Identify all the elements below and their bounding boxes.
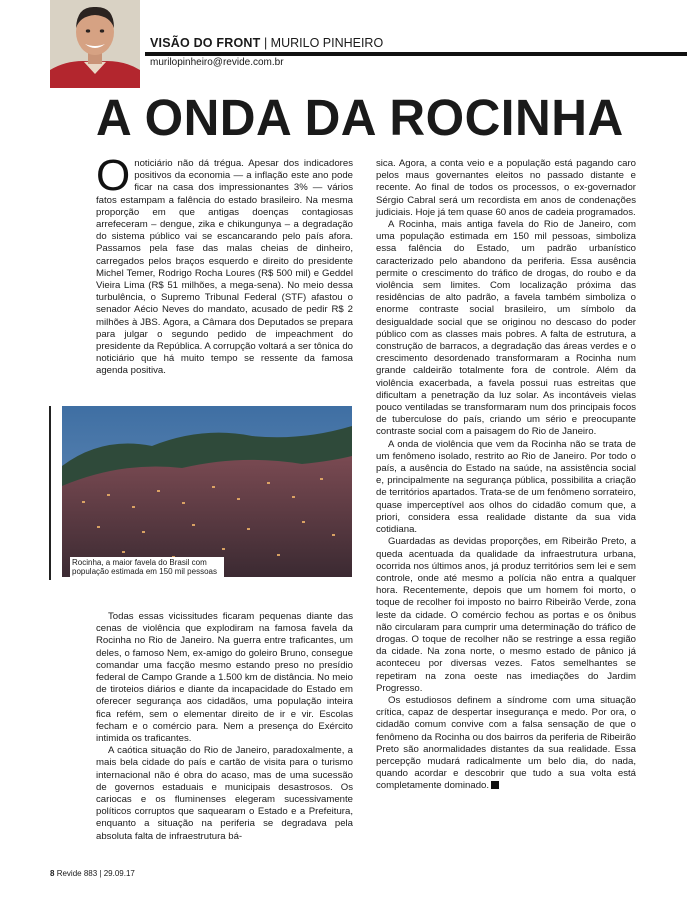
paragraph: A caótica situação do Rio de Janeiro, paradoxalmente, a mais bela cidade do país e cartão de visita para o turismo internacional não é obra do acaso, mas de uma sucessão de governos estaduais e municipais desastrosos. Os cariocas e os fluminenses elegeram sucessivamente políticos corruptos que saquearam o Estado e a Prefeitura, enquanto a situação na periferia se degradava pela absoluta falta de infraestrutura bá- [96,745,353,842]
author-name: MURILO PINHEIRO [270,36,384,50]
paragraph [96,151,353,378]
page-footer [50,869,135,878]
column-1-bottom [96,611,353,843]
paragraph: Todas essas vicissitudes ficaram pequenas diante das cenas de violência que explodiram na famosa favela da Rocinha no Rio de Janeiro. Na guerra entre traficantes, um deles, o famoso Nem, ex-amigo do goleiro Bruno, consegue comandar uma facção mesmo estando preso no presídio federal de Campo Grande a 1.500 km de distância. No meio de tiroteios diários e diante da incapacidade do Estado em oferecer segurança aos cidadãos, uma população inteira fica refém, sem o elementar direito de ir e vir. Escolas fecham e o comércio para. Nem a presença do Exército intimida os traficantes. [96,611,353,745]
header-rule [145,52,687,56]
headline: A ONDA DA ROCINHA [96,89,624,146]
drop-cap: O [96,151,131,200]
paragraph: A Rocinha, mais antiga favela do Rio de Janeiro, com uma população estimada em 150 mil pessoas, simboliza essa falência do Estado, um padrão urbanístico caracterizado pelo abandono da periferia. Essa ausência permite o crescimento do tráfico de drogas, do roubo e da violência sem limites. Com localização próxima das residências de alto padrão, a favela também simboliza o enorme contraste social brasileiro, um símbolo da desigualdade social que se originou no descaso do poder público com as classes mais pobres. A falta de estrutura, a construção de barracos, a degradação das áreas verdes e o crescimento desordenado transformaram a Rocinha num grande caldeirão totalmente fora de controle. Além da violência exacerbada, a favela possui ruas estreitas que dificultam a penetração da luz solar. As incontáveis vielas pouco ventiladas se transformaram num dos principais focos de tuberculose do país, criando um sério e preocupante contraste social com a paisagem do Rio de Janeiro. [376,219,636,438]
paragraph: sica. Agora, a conta veio e a população está pagando caro pelos maus governantes eleitos no passado distante e recente. Ao final de todos os processos, o ex-governador Sérgio Cabral será um recordista em anos de condenações judiciais. Hoje já tem quase 60 anos de cadeia programados. [376,158,636,218]
paragraph: A onda de violência que vem da Rocinha não se trata de um fenômeno isolado, restrito ao Rio de Janeiro. Por todo o país, a ausência do Estado na saúde, na assistência social e, principalmente na segurança pública, possibilita a criação de territórios apartados. Trata-se de um fenômeno sorrateiro, quase imperceptível aos olhos do cidadão comum que, a priori, considera essa realidade distante da sua vida cotidiana. [376,438,636,536]
column-2 [376,158,636,793]
paragraph: Guardadas as devidas proporções, em Ribeirão Preto, a queda acentuada da qualidade da infraestrutura urbana, ocorrida nos últimos anos, já produz territórios sem lei e sem controle, onde até mesmo a polícia não entra a qualquer hora. Recentemente, depois que um homem foi morto, o toque de recolher foi imposto no bairro Ribeirão Verde, zona leste da cidade. O comércio fechou as portas e os ônibus não circularam para cumprir uma determinação do tráfico de drogas. O toque de recolher não se restringe a essa região da cidade. Na zona norte, o mesmo estado de pânico já aconteceu por diversas vezes. Fatos semelhantes se repetiram na zona oeste nas imediações do Jardim Progresso. [376,536,636,694]
author-photo [50,0,140,88]
column-1-top [96,151,353,378]
magazine-issue: Revide 883 [56,869,98,878]
issue-date: 29.09.17 [103,869,135,878]
paragraph-text: Os estudiosos definem a síndrome com uma situação crítica, capaz de despertar insegurança e medo. Por ora, o cidadão comum convive com a falsa sensação de que o fenômeno da Rocinha ou dos bairros da periferia de Ribeirão Preto são anormalidades distantes da sua realidade. Essa percepção mudará radicalmente um belo dia, do nada, quando acordar e descobrir que tudo a sua volta está completamente dominado. [376,694,636,792]
page-number: 8 [50,869,55,878]
author-email[interactable]: murilopinheiro@revide.com.br [150,57,284,68]
section-title [150,36,383,50]
section-separator: | [263,36,268,50]
favela-photo [62,406,352,577]
paragraph [376,695,636,793]
section-name: VISÃO DO FRONT [150,36,261,50]
photo-rule [49,406,51,580]
paragraph-text: noticiário não dá trégua. Apesar dos indicadores positivos da economia — a inflação este ano pode ficar na casa dos impressionantes 3% — vários fatos estampam a falência do estado brasileiro. Na mesma proporção em que antigas doenças contagiosas arrefeceram – dengue, zika e chikungunya – a degradação do sistema público vai se escancarando pelo país afora. Passamos pela fase das malas cheias de dinheiro, carregados pelos braços esquerdo e direito do presidente Michel Temer, Rodrigo Rocha Loures (R$ 500 mil) e Geddel Vieira Lima (R$ 51 milhões, a mega-sena). No meio dessa turbulência, o Supremo Tribunal Federal (STF) afastou o senador Aécio Neves do mandato, acusado de pedir R$ 2 milhões à JBS. Agora, a Câmara dos Deputados se prepara para julgar o segundo pedido de impeachment do presidente da República. A corrupção voltará a ser tônica do noticiário que há muito tempo se ressente da famosa agenda positiva. [96,158,353,377]
photo-caption: Rocinha, a maior favela do Brasil com população estimada em 150 mil pessoas [70,557,224,577]
end-mark-icon [491,781,499,789]
footer-separator: | [99,869,102,878]
